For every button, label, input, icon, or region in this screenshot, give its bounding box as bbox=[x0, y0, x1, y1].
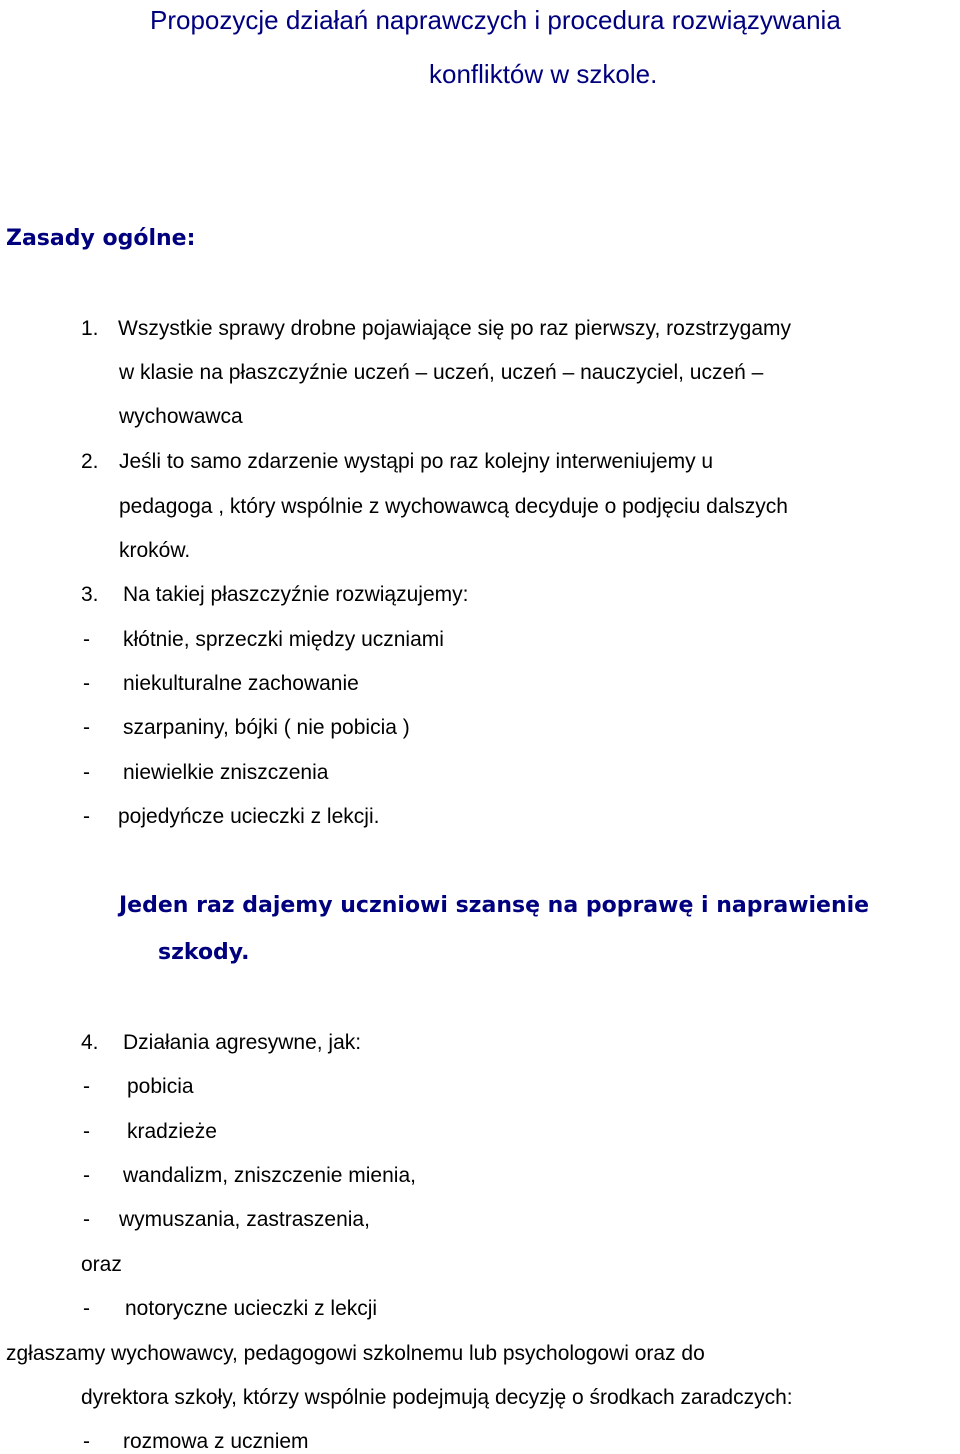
bullet-item: niewielkie zniszczenia bbox=[123, 761, 329, 784]
bullet-dash: - bbox=[83, 672, 90, 695]
item-number: 4. bbox=[81, 1031, 99, 1054]
bullet-dash: - bbox=[83, 761, 90, 784]
bullet-item: wandalizm, zniszczenie mienia, bbox=[123, 1164, 416, 1187]
item-number: 2. bbox=[81, 450, 99, 473]
item-text-line: kroków. bbox=[119, 539, 191, 562]
note-line-1: Jeden raz dajemy uczniowi szansę na poprawę i naprawienie bbox=[119, 893, 870, 918]
bullet-dash: - bbox=[83, 716, 90, 739]
bullet-item: pojedyńcze ucieczki z lekcji. bbox=[118, 805, 380, 828]
paragraph-line: zgłaszamy wychowawcy, pedagogowi szkolnemu lub psychologowi oraz do bbox=[6, 1342, 705, 1365]
bullet-item: szarpaniny, bójki ( nie pobicia ) bbox=[123, 716, 410, 739]
bullet-item: kłótnie, sprzeczki między uczniami bbox=[123, 628, 444, 651]
note-line-2: szkody. bbox=[158, 940, 250, 965]
bullet-dash: - bbox=[83, 805, 90, 828]
section-heading: Zasady ogólne: bbox=[6, 226, 196, 251]
bullet-dash: - bbox=[83, 1120, 90, 1143]
bullet-dash: - bbox=[83, 1297, 90, 1320]
conjunction-text: oraz bbox=[81, 1253, 122, 1276]
item-text-line: Na takiej płaszczyźnie rozwiązujemy: bbox=[123, 583, 469, 606]
bullet-item: wymuszania, zastraszenia, bbox=[119, 1208, 370, 1231]
item-text-line: wychowawca bbox=[119, 405, 243, 428]
paragraph-line: dyrektora szkoły, którzy wspólnie podejmują decyzję o środkach zaradczych: bbox=[81, 1386, 793, 1409]
bullet-dash: - bbox=[83, 1208, 90, 1231]
bullet-item: rozmowa z uczniem bbox=[123, 1430, 309, 1453]
bullet-item: niekulturalne zachowanie bbox=[123, 672, 359, 695]
bullet-dash: - bbox=[83, 1430, 90, 1453]
item-number: 3. bbox=[81, 583, 99, 606]
document-title-line-2: konfliktów w szkole. bbox=[429, 59, 658, 89]
bullet-item: kradzieże bbox=[127, 1120, 217, 1143]
item-text-line: pedagoga , który wspólnie z wychowawcą decyduje o podjęciu dalszych bbox=[119, 495, 788, 518]
item-text-line: Działania agresywne, jak: bbox=[123, 1031, 362, 1054]
bullet-dash: - bbox=[83, 628, 90, 651]
bullet-item: notoryczne ucieczki z lekcji bbox=[125, 1297, 378, 1320]
bullet-dash: - bbox=[83, 1075, 90, 1098]
item-text-line: Wszystkie sprawy drobne pojawiające się po raz pierwszy, rozstrzygamy bbox=[118, 317, 792, 340]
item-text-line: w klasie na płaszczyźnie uczeń – uczeń, uczeń – nauczyciel, uczeń – bbox=[119, 361, 764, 384]
item-text-line: Jeśli to samo zdarzenie wystąpi po raz kolejny interweniujemy u bbox=[119, 450, 714, 473]
document-title-line-1: Propozycje działań naprawczych i procedura rozwiązywania bbox=[150, 5, 841, 35]
item-number: 1. bbox=[81, 317, 99, 340]
bullet-item: pobicia bbox=[127, 1075, 194, 1098]
bullet-dash: - bbox=[83, 1164, 90, 1187]
